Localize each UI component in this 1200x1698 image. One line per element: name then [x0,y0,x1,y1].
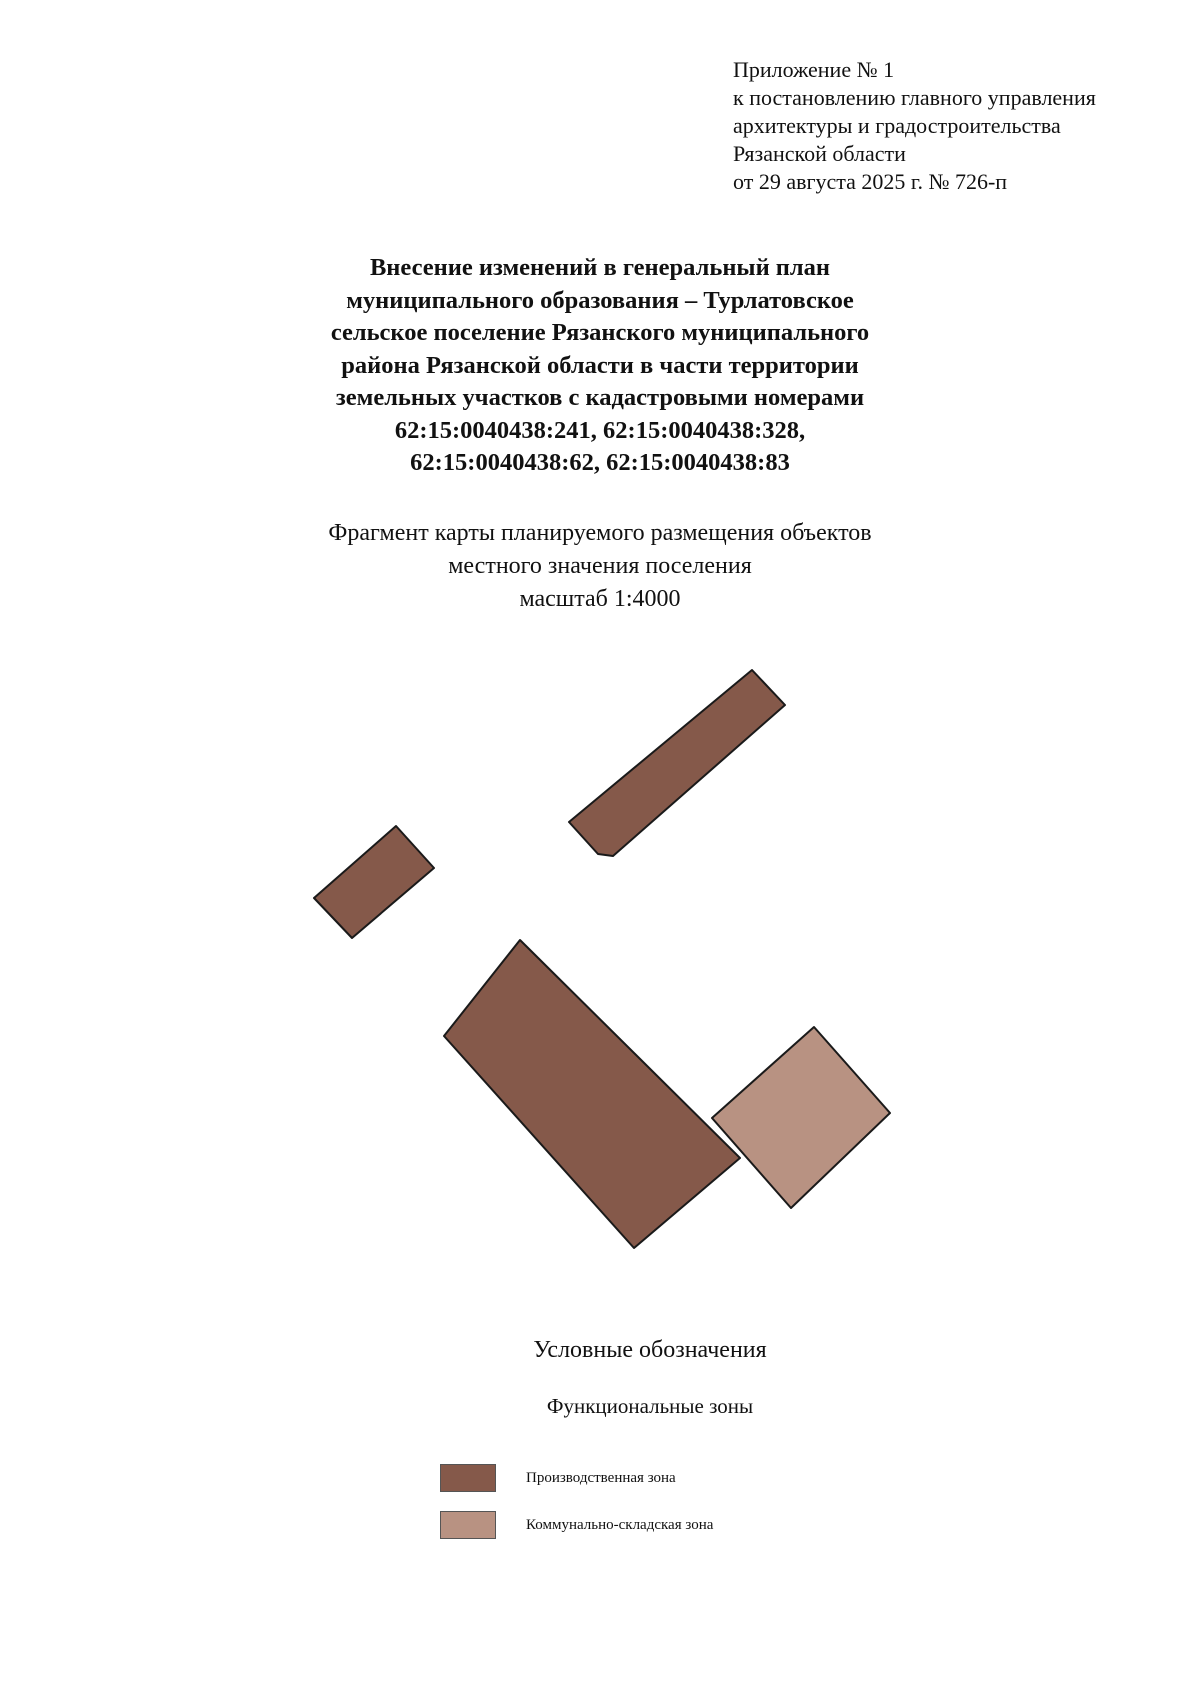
map-scale: масштаб 1:4000 [519,586,681,612]
legend-label-communal-warehouse: Коммунально-складская зона [526,1516,714,1533]
title-line: Внесение изменений в генеральный план [369,254,831,281]
appendix-line: к постановлению главного управления [733,85,1096,110]
legend-title: Условные обозначения [533,1337,767,1363]
legend-item-communal-warehouse [440,1510,713,1540]
appendix-line: Рязанской области [733,141,906,166]
parcel-production-2 [314,826,434,938]
title-line: сельское поселение Рязанского муниципального [330,319,870,346]
title-line: 62:15:0040438:241, 62:15:0040438:328, [394,416,806,444]
appendix-line: Приложение № 1 [733,57,895,82]
title-line: 62:15:0040438:62, 62:15:0040438:83 [410,449,790,476]
legend-swatch-communal-warehouse [440,1511,496,1539]
title-line: муниципального образования – Турлатовское [346,286,854,314]
subtitle-line: Фрагмент карты планируемого размещения объектов [328,520,872,546]
appendix-line: архитектуры и градостроительства [733,113,1061,138]
legend-subtitle: Функциональные зоны [546,1394,754,1418]
appendix-line: от 29 августа 2025 г. № 726-п [733,169,1008,194]
legend-item-production [440,1463,676,1493]
subtitle-line: местного значения поселения [448,553,752,579]
parcel-production-3 [444,940,740,1248]
parcel-communal-warehouse [712,1027,890,1208]
title-line: земельных участков с кадастровыми номерами [335,384,865,411]
legend-label-production: Производственная зона [526,1469,676,1486]
legend-swatch-production [440,1464,496,1492]
parcel-production-1 [569,670,785,856]
title-line: района Рязанской области в части территории [341,351,859,379]
